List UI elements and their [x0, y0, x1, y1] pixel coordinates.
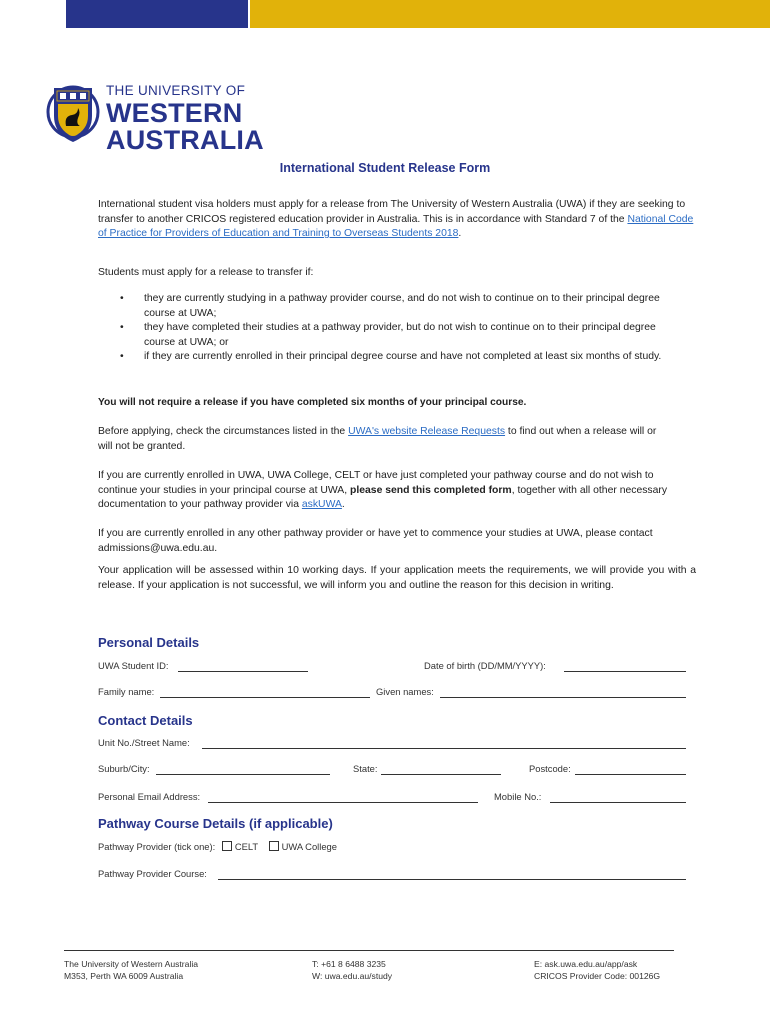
mobile-field[interactable] — [550, 802, 686, 803]
student-id-label: UWA Student ID: — [98, 660, 169, 671]
before-applying-paragraph: Before applying, check the circumstances listed in the UWA's website Release Requests to find out when a release will or will not be granted. — [98, 426, 657, 452]
celt-option-label: CELT — [234, 841, 258, 852]
pathway-provider-label: Pathway Provider (tick one): — [98, 841, 216, 852]
intro-text: International student visa holders must apply for a release from The University of Western Australia (UWA) if they are seeking to transfer to another CRICOS registered education provider in Australia. This is in accordance with Standard 7 of the — [98, 199, 686, 225]
header-bar-gold-segment — [250, 0, 770, 28]
email-label: Personal Email Address: — [98, 791, 201, 802]
given-names-field[interactable] — [440, 697, 686, 698]
release-requests-link[interactable]: UWA's website Release Requests — [348, 426, 506, 437]
family-name-field[interactable] — [160, 697, 370, 698]
footer-website: W: uwa.edu.au/study — [312, 971, 393, 981]
email-field[interactable] — [208, 802, 478, 803]
dob-label: Date of birth (DD/MM/YYYY): — [424, 660, 546, 671]
national-code-link[interactable]: National Code of Practice for Providers of Education and Training to Overseas Students 2018 — [98, 213, 694, 239]
bullet-icon: • — [120, 293, 124, 304]
footer-divider — [64, 950, 674, 951]
no-release-note: You will not require a release if you have completed six months of your principal course. — [98, 397, 527, 408]
state-label: State: — [353, 763, 378, 774]
reasons-list — [98, 292, 668, 365]
postcode-label: Postcode: — [529, 763, 571, 774]
list-item: • if they are currently enrolled in their principal degree course and have not completed at least six months of study. — [98, 350, 668, 365]
intro-text-end: . — [458, 228, 462, 239]
pathway-provider-option-group — [98, 841, 337, 852]
pathway-course-field[interactable] — [218, 879, 686, 880]
state-field[interactable] — [381, 774, 501, 775]
student-id-field[interactable] — [178, 671, 308, 672]
dob-field[interactable] — [564, 671, 686, 672]
uwa-crest-icon — [46, 82, 100, 146]
must-apply-heading: Students must apply for a release to transfer if: — [98, 267, 314, 278]
intro-paragraph — [98, 198, 698, 242]
family-name-label: Family name: — [98, 686, 155, 697]
student-id-dob-row — [98, 660, 686, 674]
bullet-icon: • — [120, 351, 124, 362]
currently-enrolled-paragraph: If you are currently enrolled in UWA, UWA College, CELT or have just completed your pathway course and do not wish to continue your studies in your principal course at UWA, please send this completed form, together with all other necessary documentation to your pathway provider via askUWA. — [98, 470, 668, 510]
email-mobile-row — [98, 791, 686, 805]
list-item: • they are currently studying in a pathway provider course, and do not wish to continue on to their principal degree course at UWA; — [120, 293, 660, 319]
mobile-label: Mobile No.: — [494, 791, 542, 802]
bullet-icon: • — [120, 322, 124, 333]
footer-contact — [312, 958, 392, 982]
pathway-provider-row — [98, 841, 686, 855]
footer-email-cricos — [534, 958, 660, 982]
footer-email: E: ask.uwa.edu.au/app/ask — [534, 959, 638, 969]
header-bar-white-segment — [0, 0, 64, 28]
footer-cricos: CRICOS Provider Code: 00126G — [534, 971, 661, 981]
uwa-logo — [46, 82, 264, 155]
street-row — [98, 737, 686, 751]
footer-university: The University of Western Australia — [64, 959, 199, 969]
form-title: International Student Release Form — [279, 161, 491, 175]
other-provider-paragraph: If you are currently enrolled in any other pathway provider or have yet to commence your studies at UWA, please contact admissions@uwa.edu.au. — [98, 528, 653, 554]
assessment-paragraph: Your application will be assessed within 10 working days. If your application meets the requirements, we will provide you with a release. If your application is not successful, we will inform you and outline the reason for this decision in writing. — [98, 565, 696, 591]
given-names-label: Given names: — [376, 686, 434, 697]
list-item: • they have completed their studies at a pathway provider, but do not wish to continue on to their principal degree course at UWA; or — [120, 322, 656, 348]
uwa-college-checkbox[interactable] — [269, 841, 279, 851]
wordmark-line1: THE UNIVERSITY OF — [106, 83, 246, 98]
wordmark-line2: WESTERN — [106, 97, 243, 128]
footer-address — [64, 958, 198, 982]
celt-checkbox[interactable] — [222, 841, 232, 851]
pathway-heading: Pathway Course Details (if applicable) — [98, 816, 333, 831]
footer-phone: T: +61 8 6488 3235 — [312, 959, 386, 969]
header-color-bar — [0, 0, 770, 28]
uwa-wordmark — [106, 84, 264, 154]
footer-postal: M353, Perth WA 6009 Australia — [64, 971, 184, 981]
suburb-label: Suburb/City: — [98, 763, 150, 774]
personal-details-heading: Personal Details — [98, 635, 200, 650]
uwa-college-option-label: UWA College — [281, 841, 337, 852]
postcode-field[interactable] — [575, 774, 686, 775]
suburb-state-postcode-row — [98, 763, 686, 777]
pathway-course-label: Pathway Provider Course: — [98, 868, 207, 879]
wordmark-line3: AUSTRALIA — [106, 124, 264, 155]
contact-details-heading: Contact Details — [98, 713, 193, 728]
street-field[interactable] — [202, 748, 686, 749]
suburb-field[interactable] — [156, 774, 330, 775]
pathway-course-row — [98, 868, 686, 882]
header-bar-blue-segment — [66, 0, 248, 28]
name-row — [98, 686, 686, 700]
askuwa-link[interactable]: askUWA — [301, 499, 342, 510]
street-label: Unit No./Street Name: — [98, 737, 190, 748]
